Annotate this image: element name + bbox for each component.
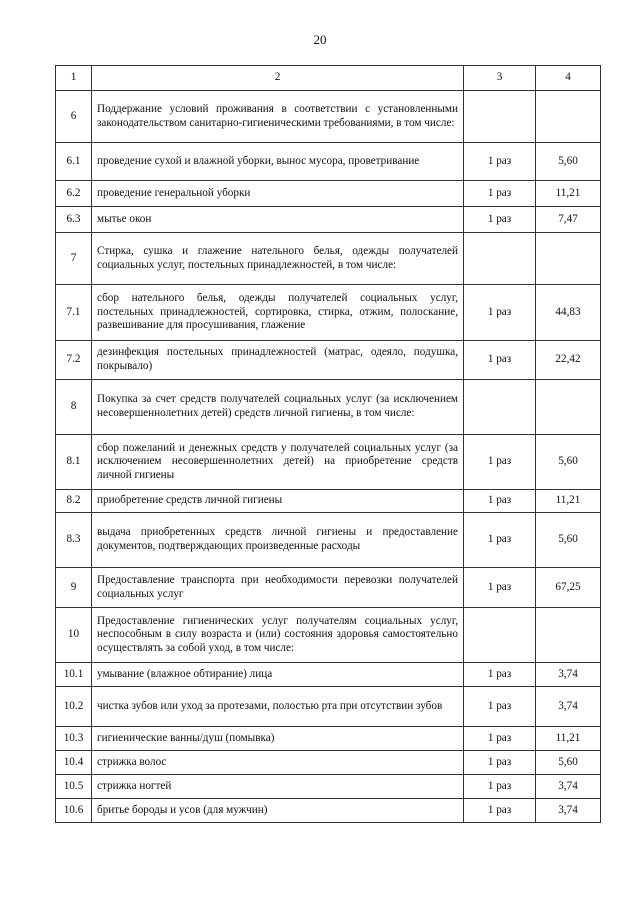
row-number: 10.1 (56, 663, 92, 687)
row-description: Предоставление транспорта при необходимости перевозки получателей социальных услуг (92, 568, 464, 608)
row-number: 6.1 (56, 143, 92, 181)
row-number: 6.2 (56, 181, 92, 207)
row-number: 10.5 (56, 775, 92, 799)
row-frequency (464, 233, 536, 285)
row-frequency: 1 раз (464, 775, 536, 799)
table-row (56, 775, 601, 799)
row-cost: 11,21 (536, 181, 601, 207)
row-cost (536, 380, 601, 435)
table-row (56, 341, 601, 380)
table-row (56, 91, 601, 143)
row-cost: 11,21 (536, 490, 601, 513)
row-frequency (464, 380, 536, 435)
row-frequency: 1 раз (464, 663, 536, 687)
row-description: приобретение средств личной гигиены (92, 490, 464, 513)
row-frequency: 1 раз (464, 727, 536, 751)
table-row (56, 513, 601, 568)
row-frequency: 1 раз (464, 207, 536, 233)
row-number: 6.3 (56, 207, 92, 233)
table-row (56, 663, 601, 687)
row-frequency: 1 раз (464, 435, 536, 490)
row-cost: 3,74 (536, 663, 601, 687)
row-number: 9 (56, 568, 92, 608)
row-frequency: 1 раз (464, 181, 536, 207)
page-number: 20 (313, 32, 327, 47)
row-number: 7.1 (56, 285, 92, 341)
row-frequency: 1 раз (464, 751, 536, 775)
row-cost: 44,83 (536, 285, 601, 341)
row-frequency (464, 91, 536, 143)
header-col-1: 1 (56, 66, 92, 91)
row-description: стрижка ногтей (92, 775, 464, 799)
row-description: проведение сухой и влажной уборки, вынос мусора, проветривание (92, 143, 464, 181)
row-cost: 5,60 (536, 143, 601, 181)
table-row (56, 799, 601, 823)
row-number: 10.2 (56, 687, 92, 727)
table-row (56, 568, 601, 608)
row-number: 7.2 (56, 341, 92, 380)
row-cost: 5,60 (536, 751, 601, 775)
row-frequency: 1 раз (464, 341, 536, 380)
row-description: Поддержание условий проживания в соответствии с установленными законодательством санитарно-гигиеническими требованиями, в том числе: (92, 91, 464, 143)
row-number: 6 (56, 91, 92, 143)
table-row (56, 233, 601, 285)
row-cost: 5,60 (536, 435, 601, 490)
row-cost: 67,25 (536, 568, 601, 608)
row-cost: 7,47 (536, 207, 601, 233)
row-number: 8 (56, 380, 92, 435)
row-description: бритье бороды и усов (для мужчин) (92, 799, 464, 823)
table-row (56, 490, 601, 513)
table-row (56, 181, 601, 207)
table-row (56, 751, 601, 775)
row-description: гигиенические ванны/душ (помывка) (92, 727, 464, 751)
row-cost: 3,74 (536, 687, 601, 727)
services-table (55, 65, 601, 823)
row-description: чистка зубов или уход за протезами, полостью рта при отсутствии зубов (92, 687, 464, 727)
row-number: 10.3 (56, 727, 92, 751)
header-col-4: 4 (536, 66, 601, 91)
row-description: проведение генеральной уборки (92, 181, 464, 207)
header-col-2: 2 (92, 66, 464, 91)
row-description: сбор нательного белья, одежды получателей социальных услуг, постельных принадлежностей, сортировка, стирка, отжим, полоскание, развешивание для просушивания, глажение (92, 285, 464, 341)
table-header-row (56, 66, 601, 91)
row-cost: 3,74 (536, 775, 601, 799)
row-cost (536, 91, 601, 143)
row-description: Предоставление гигиенических услуг получателям социальных услуг, неспособным в силу возраста и (или) состояния здоровья самостоятельно осуществлять за собой уход, в том числе: (92, 608, 464, 663)
table-row (56, 608, 601, 663)
row-number: 8.3 (56, 513, 92, 568)
row-frequency: 1 раз (464, 513, 536, 568)
row-frequency (464, 608, 536, 663)
row-frequency: 1 раз (464, 285, 536, 341)
table-row (56, 727, 601, 751)
row-description: дезинфекция постельных принадлежностей (матрас, одеяло, подушка, покрывало) (92, 341, 464, 380)
row-cost: 3,74 (536, 799, 601, 823)
row-frequency: 1 раз (464, 687, 536, 727)
table-row (56, 380, 601, 435)
row-description: умывание (влажное обтирание) лица (92, 663, 464, 687)
row-description: мытье окон (92, 207, 464, 233)
header-col-3: 3 (464, 66, 536, 91)
table-row (56, 435, 601, 490)
row-number: 8.1 (56, 435, 92, 490)
row-description: выдача приобретенных средств личной гигиены и предоставление документов, подтверждающих произведенные расходы (92, 513, 464, 568)
row-cost (536, 233, 601, 285)
table-row (56, 143, 601, 181)
row-number: 10.6 (56, 799, 92, 823)
row-number: 7 (56, 233, 92, 285)
row-number: 10 (56, 608, 92, 663)
row-frequency: 1 раз (464, 490, 536, 513)
row-description: Стирка, сушка и глажение нательного белья, одежды получателей социальных услуг, постельных принадлежностей, в том числе: (92, 233, 464, 285)
row-description: сбор пожеланий и денежных средств у получателей социальных услуг (за исключением несовершеннолетних детей) на приобретение средств личной гигиены (92, 435, 464, 490)
row-number: 8.2 (56, 490, 92, 513)
table-row (56, 285, 601, 341)
row-cost (536, 608, 601, 663)
row-description: стрижка волос (92, 751, 464, 775)
row-number: 10.4 (56, 751, 92, 775)
row-frequency: 1 раз (464, 143, 536, 181)
table-row (56, 207, 601, 233)
row-cost: 11,21 (536, 727, 601, 751)
row-cost: 22,42 (536, 341, 601, 380)
row-description: Покупка за счет средств получателей социальных услуг (за исключением несовершеннолетних детей) средств личной гигиены, в том числе: (92, 380, 464, 435)
row-frequency: 1 раз (464, 799, 536, 823)
row-cost: 5,60 (536, 513, 601, 568)
table-row (56, 687, 601, 727)
row-frequency: 1 раз (464, 568, 536, 608)
